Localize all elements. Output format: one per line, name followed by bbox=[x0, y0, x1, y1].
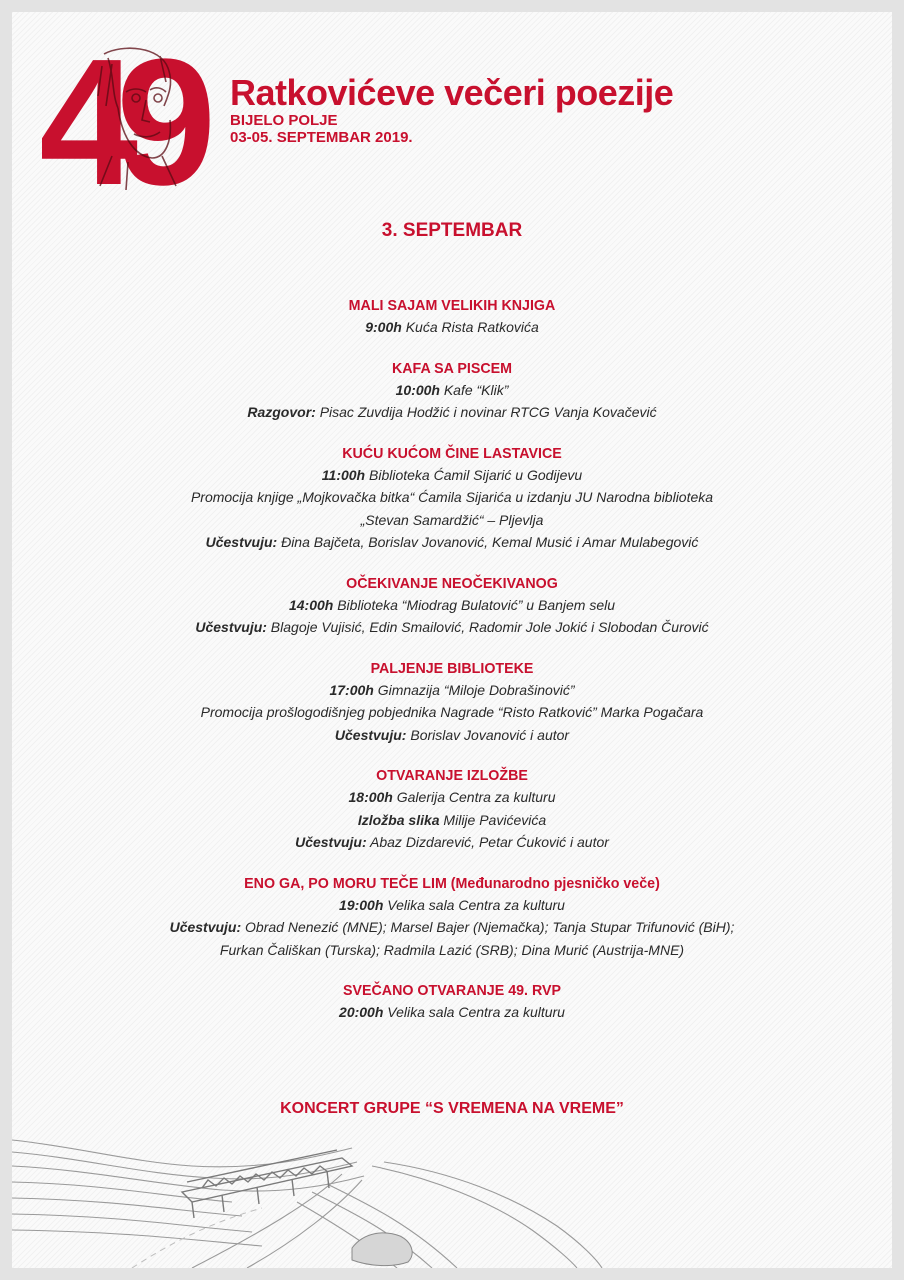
event-detail-line bbox=[12, 594, 892, 617]
event-detail-label: Učestvuju: bbox=[205, 534, 278, 550]
event-detail-text: Furkan Čališkan (Turska); Radmila Lazić (SRB); Dina Murić (Austrija-MNE) bbox=[219, 941, 685, 958]
event-detail-text: Kafe “Klik” bbox=[439, 381, 509, 398]
event-detail-line bbox=[12, 809, 892, 832]
event-title: MALI SAJAM VELIKIH KNJIGA bbox=[348, 297, 556, 314]
event-detail-text: Promocija knjige „Mojkovačka bitka“ Ćamila Sijarića u izdanju JU Narodna biblioteka bbox=[190, 489, 714, 505]
festival-dates: 03-05. SEPTEMBAR 2019. bbox=[230, 129, 413, 146]
event-detail-line bbox=[12, 701, 892, 724]
event-detail-label: Učestvuju: bbox=[195, 619, 267, 635]
event-detail-line bbox=[12, 616, 892, 639]
event-detail-label: 17:00h bbox=[329, 681, 374, 698]
event-detail-label: 18:00h bbox=[348, 789, 393, 805]
concert-title: KONCERT GRUPE “S VREMENA NA VREME” bbox=[280, 1100, 624, 1117]
program-event bbox=[12, 295, 892, 339]
event-detail-text: Biblioteka Ćamil Sijarić u Godijevu bbox=[365, 466, 583, 483]
event-detail-label: Izložba slika bbox=[357, 811, 440, 828]
event-detail-line bbox=[12, 831, 892, 854]
poet-portrait-logo bbox=[42, 36, 222, 196]
bridge-river-illustration bbox=[12, 1122, 892, 1268]
event-detail-line bbox=[12, 724, 892, 747]
event-detail-text: Kuća Rista Ratkovića bbox=[401, 319, 539, 335]
event-detail-line bbox=[12, 464, 892, 487]
program-event bbox=[12, 573, 892, 639]
program-event bbox=[12, 980, 892, 1024]
event-detail-line bbox=[12, 679, 892, 702]
festival-title: Ratkovićeve večeri poezije bbox=[230, 72, 674, 113]
program-event bbox=[12, 443, 892, 554]
day-heading: 3. SEPTEMBAR bbox=[381, 220, 523, 241]
poster-page bbox=[12, 12, 892, 1268]
event-detail-text: Blagoje Vujisić, Edin Smailović, Radomir Jole Jokić i Slobodan Čurović bbox=[266, 619, 709, 635]
event-detail-label: Učestvuju: bbox=[295, 834, 367, 850]
event-detail-line bbox=[12, 531, 892, 554]
festival-logo bbox=[42, 36, 222, 196]
event-detail-label: 14:00h bbox=[288, 596, 334, 613]
event-detail-line bbox=[12, 486, 892, 509]
event-detail-text: Biblioteka “Miodrag Bulatović” u Banjem selu bbox=[333, 596, 616, 613]
event-detail-text: Promocija prošlogodišnjeg pobjednika Nagrade “Risto Ratković” Marka Pogačara bbox=[200, 704, 704, 720]
program-event bbox=[12, 873, 892, 962]
event-detail-text: Borislav Jovanović i autor bbox=[406, 726, 570, 743]
event-detail-text: Abaz Dizdarević, Petar Ćuković i autor bbox=[366, 834, 609, 850]
event-detail-text: Gimnazija “Miloje Dobrašinović” bbox=[373, 681, 575, 698]
event-title: SVEČANO OTVARANJE 49. RVP bbox=[342, 982, 562, 999]
program-event bbox=[12, 658, 892, 747]
program-event bbox=[12, 358, 892, 424]
event-detail-line bbox=[12, 1001, 892, 1024]
event-detail-text: Velika sala Centra za kulturu bbox=[383, 1004, 565, 1020]
event-detail-label: 19:00h bbox=[339, 896, 384, 913]
event-title: OČEKIVANJE NEOČEKIVANOG bbox=[346, 574, 558, 592]
event-detail-line bbox=[12, 379, 892, 402]
event-detail-line bbox=[12, 939, 892, 962]
event-detail-label: 9:00h bbox=[365, 319, 402, 335]
event-detail-line bbox=[12, 894, 892, 917]
event-detail-label: 11:00h bbox=[321, 466, 366, 483]
logo-number: 49 bbox=[42, 36, 195, 196]
event-detail-text: Pisac Zuvdija Hodžić i novinar RTCG Vanja Kovačević bbox=[315, 404, 657, 420]
event-detail-text: „Stevan Samardžić“ – Pljevlja bbox=[360, 511, 544, 528]
event-detail-label: 20:00h bbox=[339, 1004, 384, 1020]
event-detail-text: Obrad Nenezić (MNE); Marsel Bajer (Njemačka); Tanja Stupar Trifunović (BiH); bbox=[241, 919, 735, 935]
event-detail-line bbox=[12, 316, 892, 339]
event-detail-label: Učestvuju: bbox=[334, 726, 407, 743]
event-title: KUĆU KUĆOM ČINE LASTAVICE bbox=[342, 444, 562, 462]
event-detail-line bbox=[12, 916, 892, 939]
event-title: KAFA SA PISCEM bbox=[391, 359, 513, 377]
event-detail-label: Učestvuju: bbox=[169, 919, 242, 935]
festival-city: BIJELO POLJE bbox=[230, 112, 338, 129]
event-detail-label: 10:00h bbox=[395, 381, 440, 398]
event-detail-line bbox=[12, 786, 892, 809]
event-title: ENO GA, PO MORU TEČE LIM (Međunarodno pjesničko veče) bbox=[244, 874, 660, 892]
event-detail-line bbox=[12, 509, 892, 532]
event-detail-text: Galerija Centra za kulturu bbox=[392, 789, 556, 805]
program-event bbox=[12, 765, 892, 854]
event-detail-text: Đina Bajčeta, Borislav Jovanović, Kemal Musić i Amar Mulabegović bbox=[277, 534, 699, 550]
event-title: OTVARANJE IZLOŽBE bbox=[376, 767, 528, 784]
event-title: PALJENJE BIBLIOTEKE bbox=[370, 659, 534, 677]
event-detail-text: Milije Pavićevića bbox=[439, 811, 547, 828]
program-list bbox=[12, 295, 892, 1043]
festival-title-block bbox=[230, 74, 673, 146]
event-detail-text: Velika sala Centra za kulturu bbox=[383, 896, 565, 913]
event-detail-label: Razgovor: bbox=[247, 404, 316, 420]
event-detail-line bbox=[12, 401, 892, 424]
